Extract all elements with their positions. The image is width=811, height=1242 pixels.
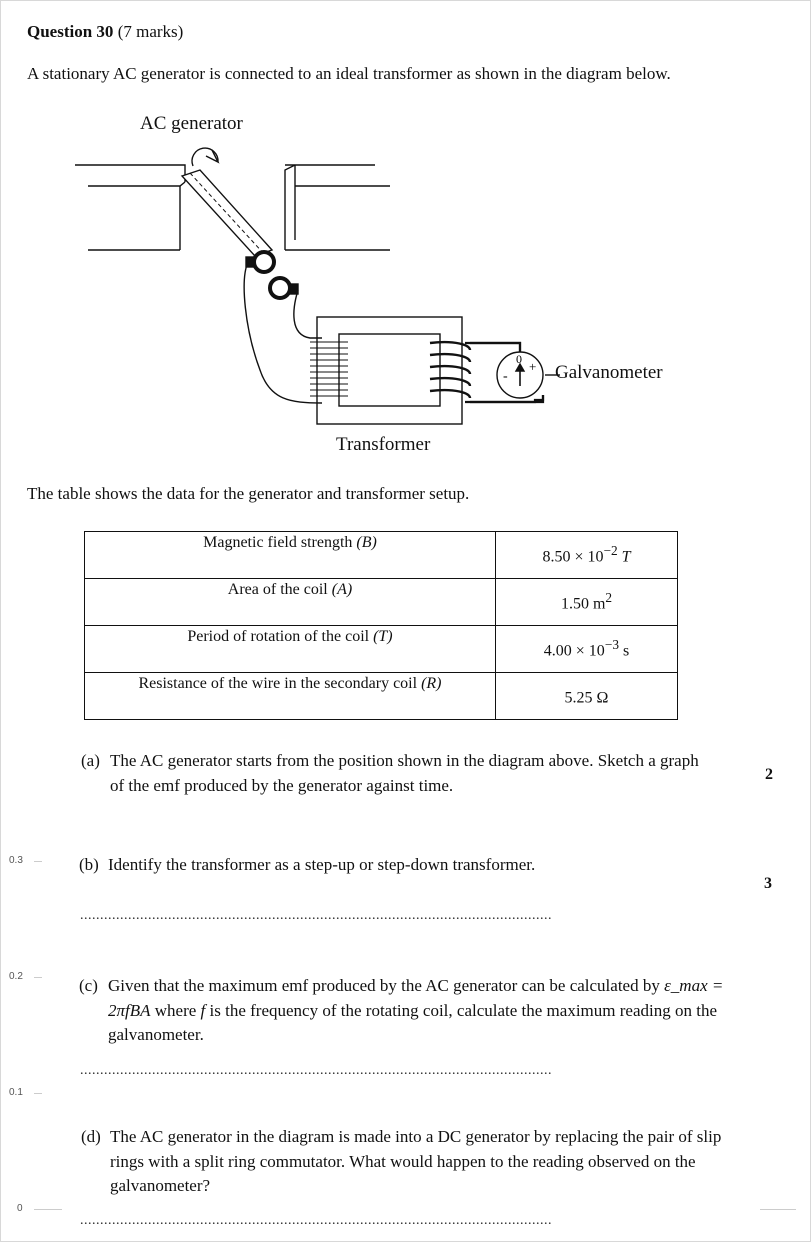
right-magnet-face [285, 165, 295, 250]
emf-formula: ε_max = 2πfBA [108, 976, 724, 1020]
rotation-arrowhead [206, 150, 218, 162]
part-a [81, 749, 706, 798]
ac-generator [75, 148, 390, 403]
wire-1 [244, 262, 322, 403]
answer-line-d[interactable]: ...................................................................................................................... [80, 1213, 552, 1228]
table-row [85, 673, 678, 720]
answer-line-c[interactable]: ...................................................................................................................... [80, 1063, 552, 1078]
table-row [85, 626, 678, 673]
row-label: Area of the coil (A) [85, 579, 496, 626]
side-tick-mark [34, 977, 42, 978]
row-value: $8.50 \times 10^{-2}$ T [496, 532, 678, 579]
part-b-marks: 3 [764, 875, 772, 892]
question-intro: A stationary AC generator is connected to an ideal transformer as shown in the diagram below. [27, 64, 671, 83]
part-c-text: Given that the maximum emf produced by the AC generator can be calculated by ε_max = 2πfBA where f is the frequency of the rotating coil, calculate the maximum reading on the galvanometer. [108, 976, 724, 1044]
part-d-text: The AC generator in the diagram is made into a DC generator by replacing the pair of slip rings with a split ring commutator. What would happen to the reading observed on the galvanometer? [110, 1127, 722, 1195]
side-tick-label: 0 [17, 1203, 23, 1214]
left-magnet-top-edge [75, 165, 185, 182]
row-label: Magnetic field strength (B) [85, 532, 496, 579]
slip-ring-1 [254, 252, 274, 272]
question-heading [27, 22, 183, 42]
side-tick-label: 0.1 [9, 1087, 23, 1098]
table-row [85, 532, 678, 579]
row-value: $4.00 \times 10^{-3}$ s [496, 626, 678, 673]
table-row [85, 579, 678, 626]
rotating-coil [182, 170, 272, 256]
slip-ring-2 [270, 278, 290, 298]
table-intro: The table shows the data for the generator and transformer setup. [27, 484, 470, 503]
part-a-marks: 2 [765, 766, 773, 783]
answer-line-b[interactable]: ...................................................................................................................... [80, 908, 552, 923]
part-d [81, 1125, 726, 1199]
galvanometer-zero: 0 [516, 352, 522, 366]
part-a-label: (a) [81, 751, 100, 770]
data-table [84, 531, 678, 720]
question-number: Question 30 [27, 22, 114, 41]
part-b-label: (b) [79, 855, 99, 874]
wire-2 [294, 290, 322, 338]
part-b-text: Identify the transformer as a step-up or step-down transformer. [108, 855, 536, 874]
part-b [79, 853, 719, 878]
side-tick-mark [34, 1093, 42, 1094]
side-tick-mark [34, 1209, 62, 1210]
galvanometer-label: Galvanometer [555, 362, 663, 383]
part-c [79, 974, 734, 1048]
side-tick-mark [34, 861, 42, 862]
side-tick-label: 0.3 [9, 855, 23, 866]
generator-transformer-diagram [60, 110, 700, 470]
part-c-label: (c) [79, 976, 98, 995]
secondary-coil [430, 342, 470, 398]
transformer-core-inner [339, 334, 440, 406]
transformer-label: Transformer [336, 434, 431, 455]
galvanometer-plus: + [529, 359, 537, 374]
galvanometer-minus: - [503, 369, 508, 384]
side-tick-mark [760, 1209, 796, 1210]
generator-label: AC generator [140, 113, 243, 134]
row-value: 1.50 $m^2$ [496, 579, 678, 626]
left-magnet-face-top [88, 182, 185, 186]
rotation-arrow [192, 148, 218, 166]
question-marks: (7 marks) [117, 22, 184, 41]
part-a-text: The AC generator starts from the position shown in the diagram above. Sketch a graph of the emf produced by the generator against time. [110, 751, 699, 795]
primary-coil [310, 342, 348, 396]
side-tick-label: 0.2 [9, 971, 23, 982]
part-d-label: (d) [81, 1127, 101, 1146]
row-label: Period of rotation of the coil (T) [85, 626, 496, 673]
row-label: Resistance of the wire in the secondary coil (R) [85, 673, 496, 720]
row-value: 5.25 Ω [496, 673, 678, 720]
